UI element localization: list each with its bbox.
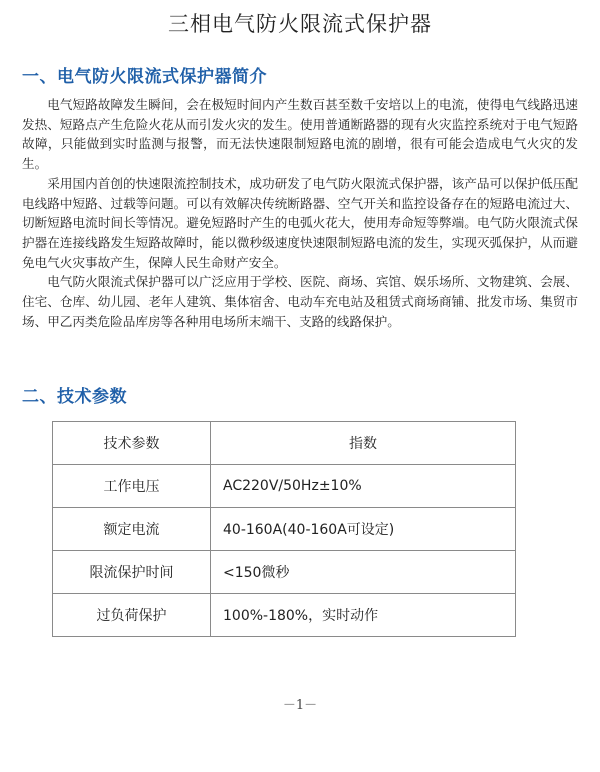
table-cell-value: 40-160A(40-160A可设定) [211, 508, 516, 551]
table-row [53, 551, 516, 594]
table-row [53, 508, 516, 551]
table-cell-value: 100%-180%，实时动作 [211, 594, 516, 637]
spec-table [52, 421, 516, 637]
intro-body [22, 95, 578, 331]
table-header-cell: 指数 [211, 422, 516, 465]
table-cell-param: 过负荷保护 [53, 594, 211, 637]
intro-paragraph: 电气短路故障发生瞬间，会在极短时间内产生数百甚至数千安培以上的电流，使得电气线路迅速发热、短路点产生危险火花从而引发火灾的发生。使用普通断路器的现有火灾监控系统对于电气短路故障，只能做到实时监测与报警，而无法快速限制短路电流的剧增，很有可能会造成电气火灾的发生。 [22, 97, 578, 172]
table-cell-param: 工作电压 [53, 465, 211, 508]
table-header-row [53, 422, 516, 465]
table-cell-value: <150微秒 [211, 551, 516, 594]
section-heading-intro: 一、电气防火限流式保护器简介 [22, 67, 267, 87]
table-cell-value: AC220V/50Hz±10% [211, 465, 516, 508]
section-heading-specs: 二、技术参数 [22, 387, 127, 407]
table-cell-param: 额定电流 [53, 508, 211, 551]
intro-paragraph: 采用国内首创的快速限流控制技术，成功研发了电气防火限流式保护器，该产品可以保护低压配电线路中短路、过载等问题。可以有效解决传统断路器、空气开关和监控设备存在的短路电流过大、切断短路电流时间长等情况。避免短路时产生的电弧火花大，使用寿命短等弊端。电气防火限流式保护器在连接线路发生短路故障时，能以微秒级速度快速限制短路电流的发生，实现灭弧保护，从而避免电气火灾事故产生，保障人民生命财产安全。 [22, 175, 578, 270]
table-row [53, 594, 516, 637]
page-title: 三相电气防火限流式保护器 [168, 12, 432, 36]
table-row [53, 465, 516, 508]
page-number: －1－ [282, 698, 318, 713]
table-cell-param: 限流保护时间 [53, 551, 211, 594]
table-header-cell: 技术参数 [53, 422, 211, 465]
intro-paragraph: 电气防火限流式保护器可以广泛应用于学校、医院、商场、宾馆、娱乐场所、文物建筑、会展、住宅、仓库、幼儿园、老年人建筑、集体宿舍、电动车充电站及租赁式商场商铺、批发市场、集贸市场、甲乙丙类危险品库房等各种用电场所末端干、支路的线路保护。 [22, 274, 578, 329]
